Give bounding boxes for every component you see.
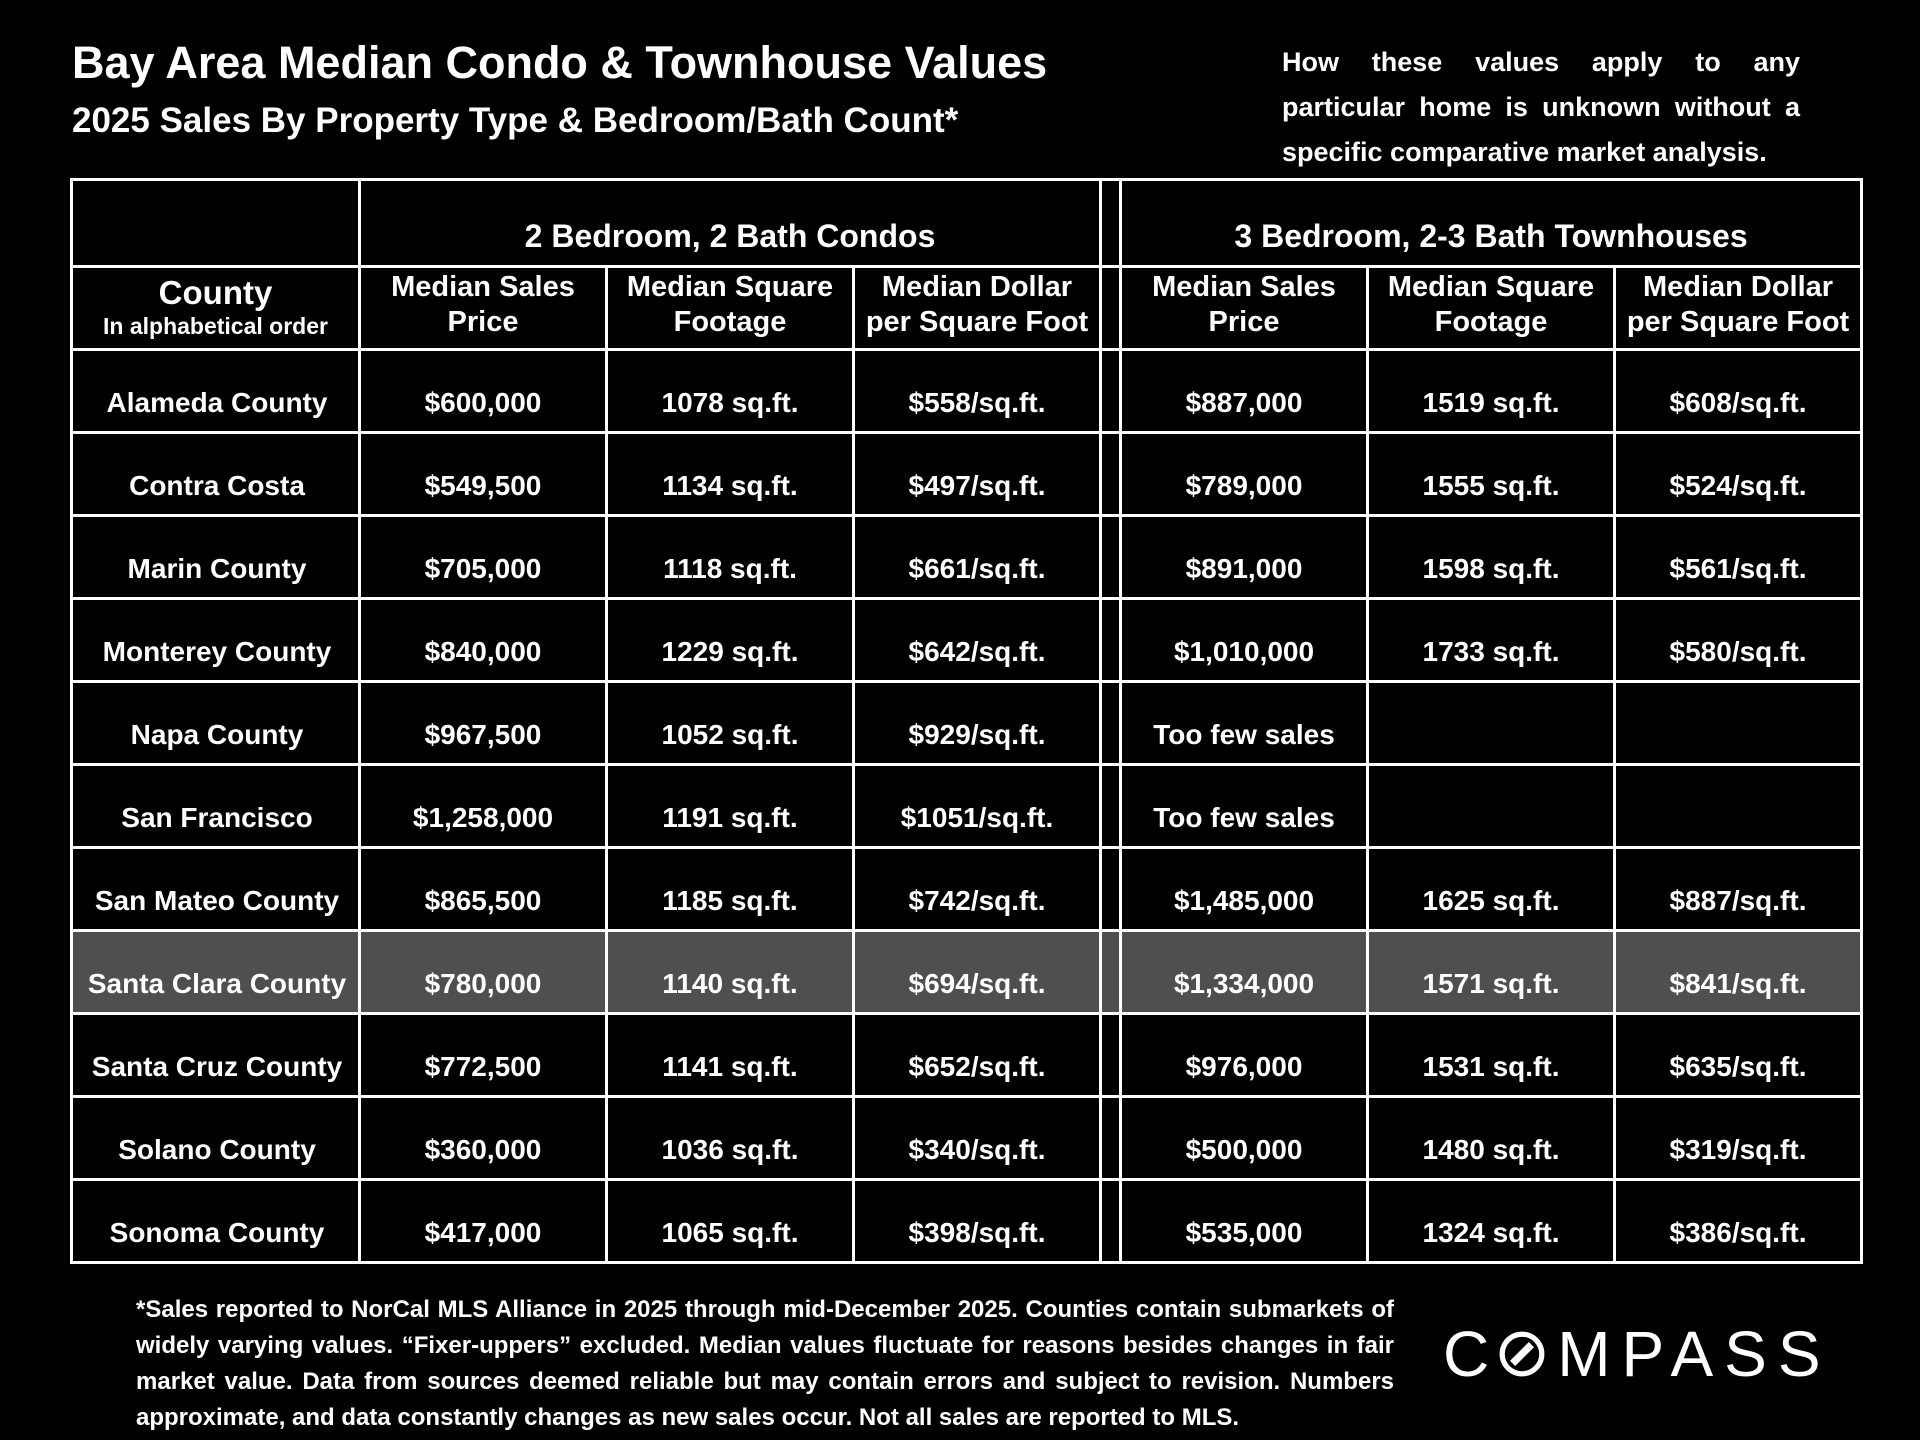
condo-price-cell: $865,500 — [360, 848, 607, 931]
values-table — [70, 178, 1863, 1264]
condo-price-cell: $549,500 — [360, 433, 607, 516]
townhouse-price-cell: Too few sales — [1121, 765, 1368, 848]
townhouse-price-cell: $887,000 — [1121, 350, 1368, 433]
condo-ppsf-cell: $398/sq.ft. — [854, 1180, 1101, 1263]
table-row-san-francisco — [72, 765, 1862, 848]
townhouse-price-cell: $1,010,000 — [1121, 599, 1368, 682]
county-header-sublabel: In alphabetical order — [103, 313, 328, 339]
condo-sqft-cell: 1118 sq.ft. — [607, 516, 854, 599]
table-row-solano — [72, 1097, 1862, 1180]
group-divider-cell — [1101, 180, 1121, 267]
townhouse-price-header: Median Sales Price — [1121, 267, 1368, 350]
condo-ppsf-cell: $497/sq.ft. — [854, 433, 1101, 516]
compass-logo — [1443, 1318, 1832, 1390]
townhouse-ppsf-cell: $386/sq.ft. — [1615, 1180, 1862, 1263]
townhouse-sqft-cell — [1368, 765, 1615, 848]
county-cell: Santa Cruz County — [72, 1014, 360, 1097]
column-header-row — [72, 267, 1862, 350]
county-cell: Alameda County — [72, 350, 360, 433]
condo-price-cell: $967,500 — [360, 682, 607, 765]
townhouse-sqft-cell: 1625 sq.ft. — [1368, 848, 1615, 931]
compass-o-icon — [1497, 1329, 1547, 1379]
townhouse-ppsf-header: Median Dollar per Square Foot — [1615, 267, 1862, 350]
group-divider-cell — [1101, 433, 1121, 516]
condo-price-cell: $840,000 — [360, 599, 607, 682]
condo-sqft-cell: 1141 sq.ft. — [607, 1014, 854, 1097]
condo-sqft-cell: 1191 sq.ft. — [607, 765, 854, 848]
group-divider-cell — [1101, 516, 1121, 599]
condo-ppsf-cell: $652/sq.ft. — [854, 1014, 1101, 1097]
table-row-contra-costa — [72, 433, 1862, 516]
condo-sqft-cell: 1052 sq.ft. — [607, 682, 854, 765]
townhouse-price-cell: Too few sales — [1121, 682, 1368, 765]
condo-ppsf-cell: $929/sq.ft. — [854, 682, 1101, 765]
compass-logo-letters-mpass: MPASS — [1557, 1318, 1832, 1390]
table-row-sonoma — [72, 1180, 1862, 1263]
condo-sqft-cell: 1229 sq.ft. — [607, 599, 854, 682]
footnote-disclaimer: *Sales reported to NorCal MLS Alliance in 2025 through mid-December 2025. Counties contain submarkets of widely varying values. “Fixer-uppers” excluded. Median values fluctuate for reasons besides changes in fair market value. Data from sources deemed reliable but may contain errors and subject to revision. Numbers approximate, and data constantly changes as new sales occur. Not all sales are reported to MLS. — [136, 1296, 1394, 1431]
table-row-san-mateo — [72, 848, 1862, 931]
townhouse-sqft-cell: 1733 sq.ft. — [1368, 599, 1615, 682]
condo-price-cell: $705,000 — [360, 516, 607, 599]
page-title: Bay Area Median Condo & Townhouse Values — [72, 37, 1048, 88]
townhouse-ppsf-cell — [1615, 765, 1862, 848]
county-header-label: County — [158, 274, 273, 311]
table-row-napa — [72, 682, 1862, 765]
townhouse-ppsf-cell: $561/sq.ft. — [1615, 516, 1862, 599]
group-divider-cell — [1101, 1180, 1121, 1263]
townhouse-ppsf-cell: $524/sq.ft. — [1615, 433, 1862, 516]
townhouse-price-cell: $500,000 — [1121, 1097, 1368, 1180]
townhouse-ppsf-cell: $841/sq.ft. — [1615, 931, 1862, 1014]
table-row-santa-cruz — [72, 1014, 1862, 1097]
condo-sqft-cell: 1065 sq.ft. — [607, 1180, 854, 1263]
corner-cell — [72, 180, 360, 267]
group-divider-cell — [1101, 267, 1121, 350]
condo-price-header: Median Sales Price — [360, 267, 607, 350]
group-header-row — [72, 180, 1862, 267]
group-divider-cell — [1101, 599, 1121, 682]
county-cell: Solano County — [72, 1097, 360, 1180]
townhouse-sqft-cell: 1598 sq.ft. — [1368, 516, 1615, 599]
condo-sqft-cell: 1185 sq.ft. — [607, 848, 854, 931]
table-row-santa-clara-highlighted — [72, 931, 1862, 1014]
townhouse-price-cell: $789,000 — [1121, 433, 1368, 516]
group-divider-cell — [1101, 931, 1121, 1014]
townhouse-sqft-cell: 1555 sq.ft. — [1368, 433, 1615, 516]
condo-price-cell: $772,500 — [360, 1014, 607, 1097]
townhouse-price-cell: $1,334,000 — [1121, 931, 1368, 1014]
county-cell: Santa Clara County — [72, 931, 360, 1014]
townhouse-price-cell: $535,000 — [1121, 1180, 1368, 1263]
condo-price-cell: $1,258,000 — [360, 765, 607, 848]
group-divider-cell — [1101, 350, 1121, 433]
condo-sqft-cell: 1140 sq.ft. — [607, 931, 854, 1014]
townhouse-ppsf-cell: $887/sq.ft. — [1615, 848, 1862, 931]
county-cell: Napa County — [72, 682, 360, 765]
townhouse-price-cell: $891,000 — [1121, 516, 1368, 599]
county-cell: San Mateo County — [72, 848, 360, 931]
townhouse-sqft-cell — [1368, 682, 1615, 765]
county-cell: Monterey County — [72, 599, 360, 682]
condo-ppsf-cell: $742/sq.ft. — [854, 848, 1101, 931]
condo-group-header: 2 Bedroom, 2 Bath Condos — [360, 180, 1101, 267]
cma-note: How these values apply to any particular home is unknown without a specific comparative market analysis. — [1282, 47, 1800, 167]
townhouse-price-cell: $976,000 — [1121, 1014, 1368, 1097]
group-divider-cell — [1101, 765, 1121, 848]
county-cell: Sonoma County — [72, 1180, 360, 1263]
county-cell: San Francisco — [72, 765, 360, 848]
condo-ppsf-cell: $340/sq.ft. — [854, 1097, 1101, 1180]
table-row-alameda — [72, 350, 1862, 433]
condo-ppsf-cell: $1051/sq.ft. — [854, 765, 1101, 848]
table-row-monterey — [72, 599, 1862, 682]
condo-sqft-cell: 1134 sq.ft. — [607, 433, 854, 516]
condo-ppsf-cell: $694/sq.ft. — [854, 931, 1101, 1014]
county-column-header — [72, 267, 360, 350]
condo-ppsf-cell: $558/sq.ft. — [854, 350, 1101, 433]
townhouse-sqft-cell: 1324 sq.ft. — [1368, 1180, 1615, 1263]
condo-price-cell: $417,000 — [360, 1180, 607, 1263]
group-divider-cell — [1101, 1014, 1121, 1097]
townhouse-ppsf-cell — [1615, 682, 1862, 765]
townhouse-sqft-header: Median Square Footage — [1368, 267, 1615, 350]
county-cell: Contra Costa — [72, 433, 360, 516]
condo-ppsf-cell: $661/sq.ft. — [854, 516, 1101, 599]
page-subtitle: 2025 Sales By Property Type & Bedroom/Bath Count* — [72, 101, 959, 140]
townhouse-ppsf-cell: $319/sq.ft. — [1615, 1097, 1862, 1180]
condo-ppsf-cell: $642/sq.ft. — [854, 599, 1101, 682]
townhouse-sqft-cell: 1531 sq.ft. — [1368, 1014, 1615, 1097]
townhouse-sqft-cell: 1519 sq.ft. — [1368, 350, 1615, 433]
group-divider-cell — [1101, 1097, 1121, 1180]
townhouse-sqft-cell: 1480 sq.ft. — [1368, 1097, 1615, 1180]
county-cell: Marin County — [72, 516, 360, 599]
group-divider-cell — [1101, 848, 1121, 931]
condo-sqft-cell: 1078 sq.ft. — [607, 350, 854, 433]
header — [72, 36, 1222, 144]
table-row-marin — [72, 516, 1862, 599]
condo-sqft-cell: 1036 sq.ft. — [607, 1097, 854, 1180]
compass-logo-letter-c: C — [1443, 1318, 1490, 1390]
townhouse-group-header: 3 Bedroom, 2-3 Bath Townhouses — [1121, 180, 1862, 267]
condo-sqft-header: Median Square Footage — [607, 267, 854, 350]
group-divider-cell — [1101, 682, 1121, 765]
condo-ppsf-header: Median Dollar per Square Foot — [854, 267, 1101, 350]
townhouse-ppsf-cell: $635/sq.ft. — [1615, 1014, 1862, 1097]
condo-price-cell: $600,000 — [360, 350, 607, 433]
townhouse-ppsf-cell: $580/sq.ft. — [1615, 599, 1862, 682]
townhouse-sqft-cell: 1571 sq.ft. — [1368, 931, 1615, 1014]
townhouse-price-cell: $1,485,000 — [1121, 848, 1368, 931]
condo-price-cell: $360,000 — [360, 1097, 607, 1180]
townhouse-ppsf-cell: $608/sq.ft. — [1615, 350, 1862, 433]
condo-price-cell: $780,000 — [360, 931, 607, 1014]
